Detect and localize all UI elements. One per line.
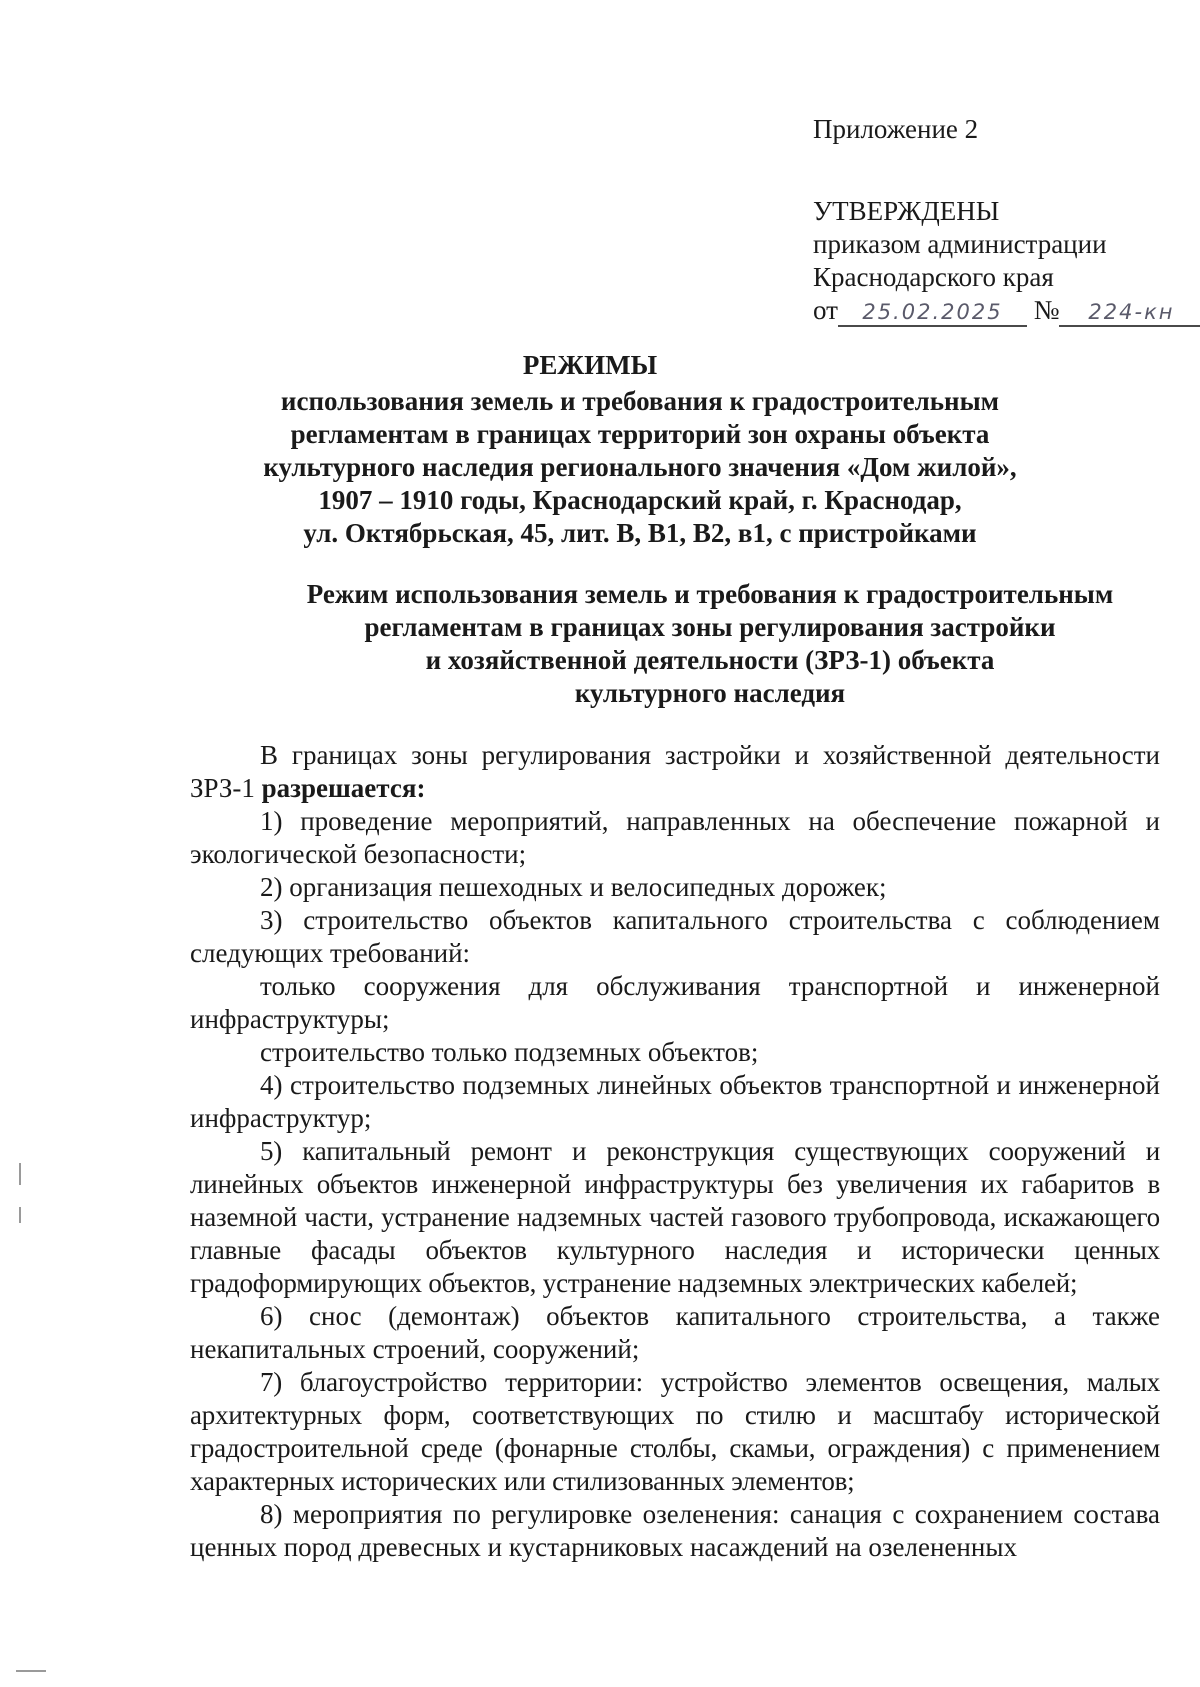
list-item: 8) мероприятия по регулировке озеленения: санация с сохранением состава ценных пород древесных и кустарниковых насаждений на озелененных [190, 1499, 1160, 1562]
title-line: использования земель и требования к градостроительным [280, 386, 1000, 416]
intro-bold: разрешается: [261, 773, 426, 803]
title-line: регламентам в границах территорий зон охраны объекта [290, 419, 990, 449]
title-line: культурного наследия регионального значения «Дом жилой», [263, 452, 1017, 482]
section-heading-line: и хозяйственной деятельности (ЗРЗ-1) объекта [425, 645, 995, 675]
list-item: 7) благоустройство территории: устройство элементов освещения, малых архитектурных форм, соответствующих по стилю и масштабу исторической градостроительной среде (фонарные столбы, скамьи, ограждения) с применением характерных исторических или стилизованных элементов; [190, 1367, 1160, 1496]
approval-date-number-line [813, 294, 1193, 327]
list-item: 3) строительство объектов капитального строительства с соблюдением следующих требований: [190, 905, 1160, 968]
list-item: 1) проведение мероприятий, направленных на обеспечение пожарной и экологической безопасности; [190, 806, 1160, 869]
list-item: строительство только подземных объектов; [260, 1037, 759, 1067]
appendix-label: Приложение 2 [813, 114, 979, 144]
list-item: только сооружения для обслуживания транспортной и инженерной инфраструктуры; [190, 971, 1160, 1034]
scan-edge-mark [16, 1670, 46, 1672]
handwritten-number: 224-кн [1059, 299, 1200, 327]
approved-label: УТВЕРЖДЕНЫ [813, 196, 1000, 226]
approval-block [813, 113, 1193, 327]
approval-line-1: приказом администрации [813, 229, 1107, 259]
scan-edge-mark [19, 1163, 21, 1185]
section-heading-line: культурного наследия [574, 678, 846, 708]
title-line: ул. Октябрьская, 45, лит. В, В1, В2, в1, с пристройками [303, 518, 977, 548]
approval-line-2: Краснодарского края [813, 262, 1054, 292]
title-line: 1907 – 1910 годы, Краснодарский край, г. Краснодар, [318, 485, 962, 515]
document-body [190, 739, 1160, 1564]
handwritten-date: 25.02.2025 [838, 299, 1027, 327]
section-heading-line: Режим использования земель и требования к градостроительным [306, 579, 1114, 609]
intro-text: В границах зоны регулирования застройки и хозяйственной деятельности ЗРЗ-1 [190, 740, 1160, 803]
list-item: 4) строительство подземных линейных объектов транспортной и инженерной инфраструктур; [190, 1070, 1160, 1133]
section-heading [270, 578, 1150, 710]
list-item: 6) снос (демонтаж) объектов капитального строительства, а также некапитальных строений, сооружений; [190, 1301, 1160, 1364]
title-lines [180, 385, 1100, 550]
number-prefix: № [1033, 295, 1060, 325]
scan-edge-mark [19, 1207, 21, 1223]
document-title: РЕЖИМЫ [522, 350, 658, 380]
from-prefix: от [813, 295, 838, 325]
list-item: 5) капитальный ремонт и реконструкция существующих сооружений и линейных объектов инженерной инфраструктуры без увеличения их габаритов в наземной части, устранение надземных частей газового трубопровода, искажающего главные фасады объектов культурного наследия и исторически ценных градоформирующих объектов, устранение надземных электрических кабелей; [190, 1136, 1160, 1298]
list-item: 2) организация пешеходных и велосипедных дорожек; [260, 872, 887, 902]
section-heading-line: регламентам в границах зоны регулирования застройки [364, 612, 1056, 642]
intro-paragraph [190, 739, 1160, 805]
